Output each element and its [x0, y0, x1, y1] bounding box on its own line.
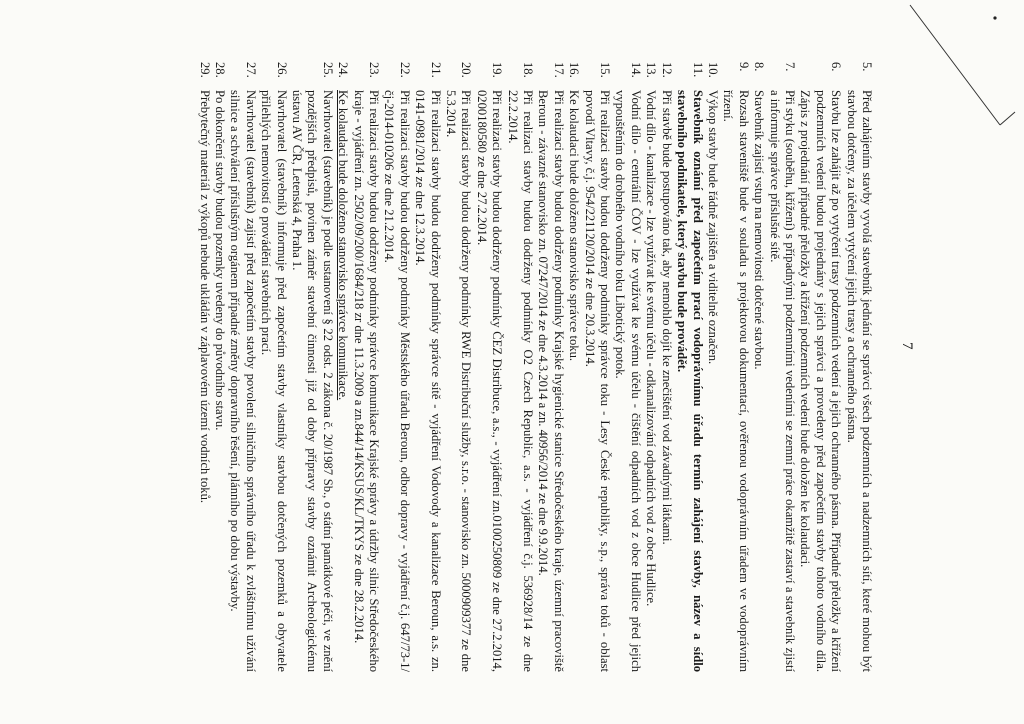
- item-number: 12.: [659, 62, 674, 78]
- item-number: 22.: [397, 62, 412, 78]
- item-text: Rozsah staveniště bude v souladu s projektovou dokumentací, ověřenou vodoprávním úřadem ve vodoprávním řízení.: [721, 90, 751, 672]
- list-item: [705, 62, 720, 672]
- item-text: Vodní dílo - kanalizace - lze využívat ke svému účelu - odkanalizování odpadních vod z obce Hudlice.: [644, 90, 659, 607]
- item-text: Navrhovatel (stavebník) je podle ustanovení § 22 odst. 2 zákona č. 20/1987 Sb., o státní památkové péči, ve znění pozdějších předpisů, povinen záměr stavební činnosti již od doby přípravy stavby oznámit Archeologickému ústavu AV ČR, Letenská 4, Praha 1.: [289, 90, 335, 672]
- item-number: 15.: [598, 62, 613, 78]
- item-number: 9.: [736, 62, 751, 72]
- list-item: [335, 62, 350, 672]
- pen-mark: [905, 0, 1024, 130]
- item-number: 19.: [490, 62, 505, 78]
- list-item: [196, 62, 211, 672]
- item-text: Při styku (souběhu, křížení) s případnými podzemními vedeními se zemní práce okamžitě zastaví a stavebník zjistí a informuje správce příslušné sítě.: [767, 90, 797, 672]
- item-text: Před zahájením stavby vyvolá stavebník jednání se správci všech podzemních a nadzemních sítí, které mohou být stavbou dotčeny, za účelem vytyčení jejich trasy a ochranného pásma.: [844, 90, 874, 672]
- item-number: 29.: [197, 62, 212, 78]
- list-item: [612, 62, 643, 672]
- list-item: [720, 62, 751, 672]
- list-item: [473, 62, 504, 672]
- conditions-list: [196, 62, 874, 672]
- item-text: Navrhovatel (stavebník) zajistí před započetím stavby povolení silničního správního úřadu k zvláštnímu užívání silnice a schválení příslušným orgánem případné změny dopravního řešení, plánního po dobu výstavby.: [228, 90, 258, 672]
- item-text: Při realizaci stavby budou dodrženy podmínky správce toku - Lesy České republiky, s.p., správa toků - oblast povodí Vltavy, č.j. 954/221120/2014 ze dne 20.3.2014.: [582, 90, 613, 672]
- item-number: 23.: [367, 62, 381, 78]
- document-page: [102, 42, 922, 682]
- item-number: 26.: [274, 62, 289, 78]
- list-item: [581, 62, 612, 672]
- item-number: 18.: [521, 62, 536, 78]
- item-text: Stavebník zajistí vstup na nemovitosti dotčené stavbou.: [752, 90, 767, 370]
- page-number: 7: [899, 342, 915, 350]
- item-number: 5.: [860, 62, 874, 72]
- list-item: [535, 62, 566, 672]
- item-text: Navrhovatel (stavebník) informuje před započetím stavby vlastníky stavbou dotčených pozemků a obyvatele přilehlých nemovitostí o provádění stavebních prací.: [259, 90, 289, 672]
- list-item: [843, 62, 874, 672]
- item-number: 20.: [459, 62, 474, 78]
- item-number: 17.: [551, 62, 566, 78]
- item-number: 11.: [690, 62, 705, 78]
- item-text: Při realizaci stavby budou dodrženy podmínky Krajské hygienické stanice Středočeského kraje, územní pracoviště Beroun - závazné stanovisko zn. 07247/2014 ze dne 4.3.2014 a zn. 40956/2014 ze dne 9.9.2014.: [536, 90, 566, 672]
- item-number: 25.: [320, 62, 335, 78]
- list-item: [643, 62, 658, 672]
- list-item: [766, 62, 797, 672]
- list-item: [381, 62, 412, 672]
- list-item: [658, 62, 673, 672]
- list-item: [504, 62, 535, 672]
- item-text: Při realizaci stavby budou dodrženy podmínky O2 Czech Republic, a.s. - vyjádření č.j. 536928/14 ze dne 22.2.2014.: [505, 90, 536, 672]
- item-number: 16.: [567, 62, 582, 78]
- item-text: Stavbu lze zahájit až po vytyčení trasy podzemních vedení a jejich ochranného pásma. Případné přeložky a křížení podzemních vedení budou projednány s jejich správci a provedeny před započetím stavby tohoto vodního díla. Zápis z projednání případné přeložky a křížení podzemních vedení bude doložen ke kolaudaci.: [798, 90, 844, 672]
- list-item: [566, 62, 581, 672]
- item-number: 21.: [428, 62, 443, 78]
- list-item: [443, 62, 474, 672]
- item-number: 8.: [752, 62, 767, 72]
- item-text: Při stavbě bude postupováno tak, aby nemohlo dojít ke znečištění vod závadnými látkami.: [659, 90, 674, 545]
- item-text: Ke kolaudaci bude doloženo stanovisko správce toku.: [567, 90, 582, 362]
- item-text: Při realizaci stavby budou dodrženy podmínky RWE Distribuční služby, s.r.o. - stanovisko zn. 5000909377 ze dne 5.3.2014.: [444, 90, 474, 672]
- list-item: [227, 62, 258, 672]
- list-item: [797, 62, 843, 672]
- item-number: 27.: [243, 62, 258, 78]
- item-text: Přebytečný materiál z výkopů nebude ukládán v záplavovém území vodních toků.: [197, 90, 212, 504]
- item-text: Ke kolaudaci bude doloženo stanovisko správce komunikace.: [336, 90, 351, 401]
- item-number: 13.: [644, 62, 659, 78]
- item-text: Při realizaci stavby budou dodrženy podmínky správce komunikace Krajské správy a údržby silnic Středočeského kraje - vyjádření zn. 2502/09/200/1684/218 zr dne 11.3.2009 a zn.844/14/KSUS/KL/TKYS ze dne 28.2.2014.: [351, 90, 381, 672]
- item-number: 24.: [336, 62, 351, 78]
- item-text: Po dokončení stavby budou pozemky uvedeny do původního stavu.: [212, 90, 227, 431]
- list-item: [751, 62, 766, 672]
- list-item: [674, 62, 705, 672]
- item-text: Při realizaci stavby budou dodrženy podmínky správce sítě - vyjádření Vodovody a kanalizace Beroun, a.s. zn. 0141-0981/2014 ze dne 12.3.2014.: [413, 90, 443, 672]
- item-text: Výkop stavby bude řádně zajištěn a viditelně označen.: [705, 90, 720, 365]
- item-number: 6.: [829, 62, 844, 72]
- list-item: [258, 62, 289, 672]
- list-item: [412, 62, 443, 672]
- item-number: 10.: [705, 62, 720, 78]
- item-number: 28.: [212, 62, 227, 78]
- list-item: [289, 62, 335, 672]
- list-item: [350, 62, 381, 672]
- item-number: 14.: [628, 62, 643, 78]
- item-text: Stavebník oznámí před započetím prací vodoprávnímu úřadu termín zahájení stavby, název a sídlo stavebního podnikatele, který stavbu bude provádět.: [675, 90, 705, 672]
- item-text: Vodní dílo - centrální ČOV - lze využívat ke svému účelu - čištění odpadních vod z obce Hudlice před jejich vypouštěním do drobného vodního toku Libotický potok.: [613, 90, 643, 672]
- item-text: Při realizaci stavby budou dodrženy podmínky Městského úřadu Beroun, odbor dopravy - vyjádření č.j. 647/73-1/čj-2014-010206 ze dne 21.2.2014.: [382, 90, 412, 672]
- item-number: 7.: [782, 62, 797, 72]
- list-item: [212, 62, 227, 672]
- item-text: Při realizaci stavby budou dodrženy podmínky ČEZ Distribuce, a.s., - vyjádření zn.0100250809 ze dne 27.2.2014, 0200180580 ze dne 27.2.2014.: [474, 90, 505, 672]
